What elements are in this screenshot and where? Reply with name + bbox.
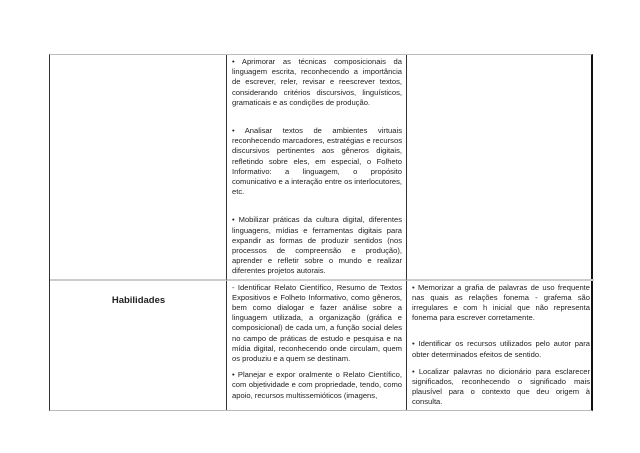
row-label-habilidades: Habilidades [111,294,166,306]
skill-item: • Localizar palavras no dicionário para esclarecer significados, reconhecendo o significado mais plausível para o contexto que deu origem à consulta. [412,366,590,407]
row1-col2-cell [226,55,406,281]
competencies-table [49,54,593,411]
skill-item: • Memorizar a grafia de palavras de uso frequente nas quais as relações fonema - grafema são irregulares e com h inicial que não representa fonema para escrever corretamente. [412,282,590,323]
row1-col1-cell [50,55,226,281]
row2-col3-cell [406,281,594,410]
objective-item: • Aprimorar as técnicas composicionais da linguagem escrita, reconhecendo a importância de escrever, reler, revisar e reescrever textos, considerando critérios discursivos, linguísticos, gramaticais e as condições de produção. [232,57,402,107]
skill-item: • Planejar e expor oralmente o Relato Científico, com objetividade e com propriedade, tendo, como apoio, recursos multissemióticos (imagens, [232,370,402,400]
row1-col3-cell [406,55,594,281]
skill-item: • Identificar os recursos utilizados pelo autor para obter determinados efeitos de sentido. [412,339,590,359]
row2-col2-cell [226,281,406,410]
objective-item: • Analisar textos de ambientes virtuais reconhecendo marcadores, estratégias e recursos discursivos pertinentes aos gêneros digitais, refletindo sobre eles, em especial, o Folheto Informativo: a linguagem, o propósito comunicativo e a interação entre os interlocutores, etc. [232,126,402,197]
objective-item: • Mobilizar práticas da cultura digital, diferentes linguagens, mídias e ferramentas digitais para expandir as formas de produzir sentidos (nos processos de compreensão e produção), aprender e refletir sobre o mundo e realizar diferentes projetos autorais. [232,215,402,276]
skill-item: - Identificar Relato Científico, Resumo de Textos Expositivos e Folheto Informativo, como gêneros, bem como dialogar e fazer análise sobre a linguagem utilizada, a organização (gráfica e composicional) de cada um, a função social deles no campo de práticas de estudo e pesquisa e na mídia digital, reconhecendo onde circulam, quem os produziu e a quem se destinam. [232,282,402,364]
